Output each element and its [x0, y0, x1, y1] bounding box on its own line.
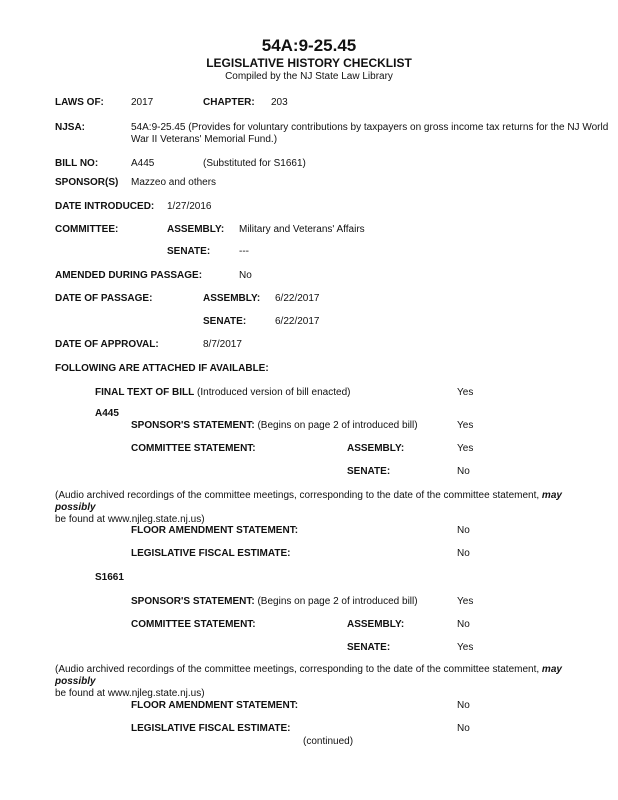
- continued-note: (continued): [303, 736, 354, 747]
- s1661-committee-senate-label: SENATE:: [347, 642, 391, 653]
- sponsors-value: Mazzeo and others: [131, 177, 217, 188]
- s1661-sponsor-statement-note: (Begins on page 2 of introduced bill): [257, 596, 418, 607]
- a445-committee-senate-label: SENATE:: [347, 466, 391, 477]
- committee-assembly-value: Military and Veterans' Affairs: [239, 224, 365, 235]
- document-title: 54A:9-25.45: [261, 36, 357, 55]
- njsa-value-line2: War II Veterans' Memorial Fund.): [131, 134, 278, 145]
- a445-committee-assembly-value: Yes: [457, 443, 474, 454]
- a445-audio-note-emphasis: may possibly: [55, 490, 562, 513]
- passage-assembly-label: ASSEMBLY:: [203, 293, 261, 304]
- committee-senate-label: SENATE:: [167, 246, 211, 257]
- s1661-floor-amendment-value: No: [457, 700, 470, 711]
- sponsors-label: SPONSOR(S): [55, 177, 119, 188]
- date-introduced-value: 1/27/2016: [167, 201, 212, 212]
- s1661-audio-note-text: (Audio archived recordings of the committee meetings, corresponding to the date of the committee statement,: [55, 664, 542, 675]
- a445-committee-statement-label: COMMITTEE STATEMENT:: [131, 443, 256, 454]
- s1661-committee-assembly-label: ASSEMBLY:: [347, 619, 405, 630]
- committee-label: COMMITTEE:: [55, 224, 119, 235]
- s1661-fiscal-estimate-label: LEGISLATIVE FISCAL ESTIMATE:: [131, 723, 291, 734]
- a445-sponsor-statement-value: Yes: [457, 420, 474, 431]
- bill-no-value: A445: [131, 158, 155, 169]
- laws-of-value: 2017: [131, 97, 154, 108]
- a445-audio-note: [55, 490, 605, 526]
- a445-floor-amendment-value: No: [457, 525, 470, 536]
- a445-fiscal-estimate-label: LEGISLATIVE FISCAL ESTIMATE:: [131, 548, 291, 559]
- s1661-sponsor-statement-value: Yes: [457, 596, 474, 607]
- passage-assembly-value: 6/22/2017: [275, 293, 320, 304]
- passage-senate-label: SENATE:: [203, 316, 247, 327]
- final-text-value: Yes: [457, 387, 474, 398]
- laws-of-label: LAWS OF:: [55, 97, 104, 108]
- compiled-by: Compiled by the NJ State Law Library: [225, 71, 393, 82]
- njsa-label: NJSA:: [55, 122, 86, 133]
- committee-assembly-label: ASSEMBLY:: [167, 224, 225, 235]
- a445-floor-amendment-label: FLOOR AMENDMENT STATEMENT:: [131, 525, 299, 536]
- amended-label: AMENDED DURING PASSAGE:: [55, 270, 203, 281]
- a445-audio-note-link: be found at www.njleg.state.nj.us): [55, 514, 205, 525]
- s1661-floor-amendment-label: FLOOR AMENDMENT STATEMENT:: [131, 700, 299, 711]
- a445-sponsor-statement-row: [131, 420, 418, 432]
- s1661-committee-statement-label: COMMITTEE STATEMENT:: [131, 619, 256, 630]
- a445-audio-note-text: (Audio archived recordings of the committee meetings, corresponding to the date of the committee statement,: [55, 490, 542, 501]
- s1661-audio-note-link: be found at www.njleg.state.nj.us): [55, 688, 205, 699]
- bill-no-label: BILL NO:: [55, 158, 99, 169]
- bill-no-note: (Substituted for S1661): [203, 158, 306, 169]
- date-of-approval-value: 8/7/2017: [203, 339, 242, 350]
- amended-value: No: [239, 270, 252, 281]
- final-text-note: (Introduced version of bill enacted): [197, 387, 351, 398]
- s1661-sponsor-statement-label: SPONSOR'S STATEMENT:: [131, 596, 255, 607]
- chapter-value: 203: [271, 97, 288, 108]
- attached-heading: FOLLOWING ARE ATTACHED IF AVAILABLE:: [55, 363, 269, 374]
- s1661-fiscal-estimate-value: No: [457, 723, 470, 734]
- a445-sponsor-statement-label: SPONSOR'S STATEMENT:: [131, 420, 255, 431]
- s1661-committee-senate-value: Yes: [457, 642, 474, 653]
- date-of-passage-label: DATE OF PASSAGE:: [55, 293, 153, 304]
- a445-sponsor-statement-note: (Begins on page 2 of introduced bill): [257, 420, 418, 431]
- s1661-audio-note-emphasis: may possibly: [55, 664, 562, 687]
- document-subtitle: LEGISLATIVE HISTORY CHECKLIST: [206, 56, 412, 70]
- passage-senate-value: 6/22/2017: [275, 316, 320, 327]
- s1661-sponsor-statement-row: [131, 596, 418, 608]
- a445-fiscal-estimate-value: No: [457, 548, 470, 559]
- bill-a445-heading: A445: [95, 408, 119, 419]
- date-of-approval-label: DATE OF APPROVAL:: [55, 339, 159, 350]
- chapter-label: CHAPTER:: [203, 97, 255, 108]
- njsa-value-line1: 54A:9-25.45 (Provides for voluntary contributions by taxpayers on gross income tax returns for the NJ World: [131, 122, 609, 133]
- final-text-row: [95, 387, 350, 399]
- s1661-audio-note: [55, 664, 605, 700]
- final-text-label: FINAL TEXT OF BILL: [95, 387, 195, 398]
- date-introduced-label: DATE INTRODUCED:: [55, 201, 155, 212]
- committee-senate-value: ---: [239, 246, 249, 257]
- bill-s1661-heading: S1661: [95, 572, 124, 583]
- a445-committee-assembly-label: ASSEMBLY:: [347, 443, 405, 454]
- a445-committee-senate-value: No: [457, 466, 470, 477]
- s1661-committee-assembly-value: No: [457, 619, 470, 630]
